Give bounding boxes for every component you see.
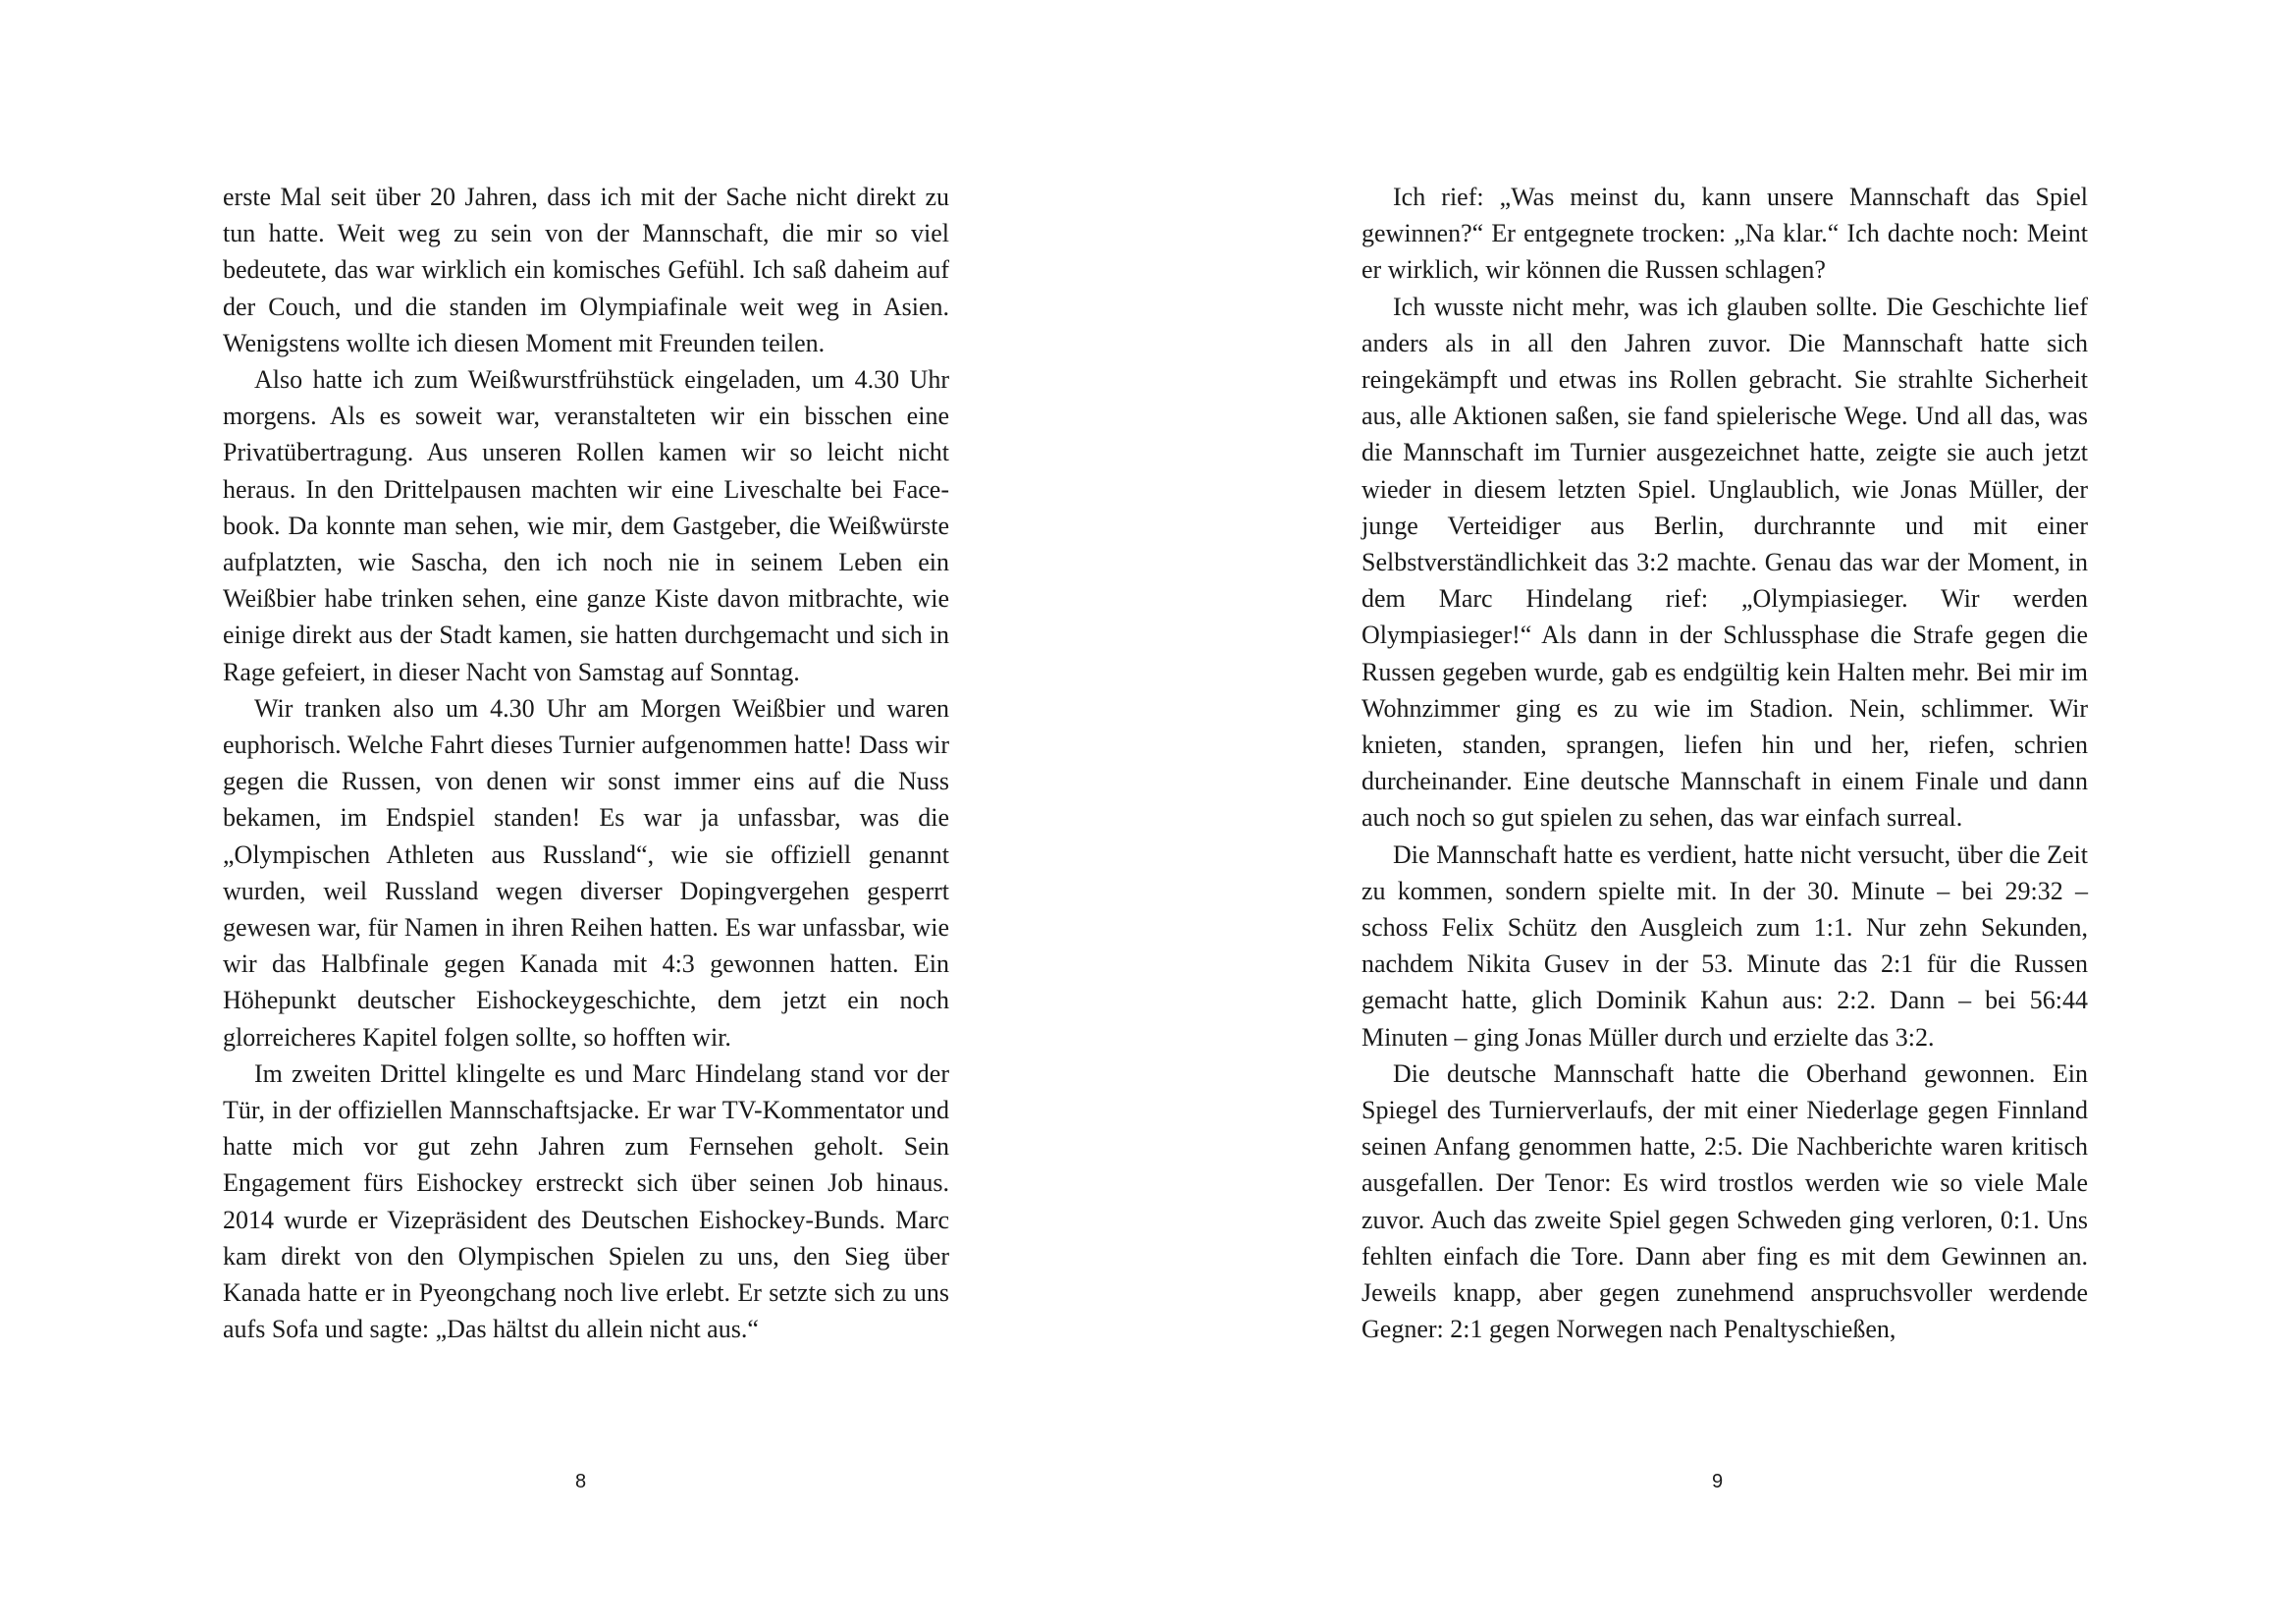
page-number: 8 [575,1471,587,1492]
paragraph: Die deutsche Mannschaft hatte die Oberhand gewonnen. Ein Spiegel des Turnierverlaufs, der mit einer Niederlage gegen Finnland seinen Anfang genommen hatte, 2:5. Die Nachberichte waren kritisch ausgefallen. Der Tenor: Es wird trostlos werden wie so viele Male zuvor. Auch das zweite Spiel gegen Schweden ging verloren, 0:1. Uns fehlten einfach die Tore. Dann aber fing es mit dem Gewinnen an. Jeweils knapp, aber gegen zunehmend anspruchsvoller werdende Gegner: 2:1 gegen Norwegen nach Penaltyschießen, [1362,1058,2088,1344]
paragraph: Ich rief: „Was meinst du, kann unsere Mannschaft das Spiel gewinnen?“ Er entgegnete trocken: „Na klar.“ Ich dachte noch: Meint er wirklich, wir können die Russen schlagen? [1362,183,2088,285]
left-page-text [223,179,949,1348]
right-page-text [1362,179,2088,1348]
paragraph: Die Mannschaft hatte es verdient, hatte nicht versucht, über die Zeit zu kommen, sondern spielte mit. In der 30. Minute – bei 29:32 – schoss Felix Schütz den Ausgleich zum 1:1. Nur zehn Sekunden, nachdem Nikita Gusev in der 53. Minute das 2:1 für die Russen gemacht hatte, glich Dominik Kahun aus: 2:2. Dann – bei 56:44 Minuten – ging Jonas Müller durch und erzielte das 3:2. [1362,839,2088,1052]
paragraph: Wir tranken also um 4.30 Uhr am Morgen Weißbier und waren euphorisch. Welche Fahrt dieses Turnier aufgenommen hatte! Dass wir gegen die Russen, von denen wir sonst immer eins auf die Nuss bekamen, im Endspiel standen! Es war ja unfassbar, was die „Olympischen Athleten aus Russland“, wie sie offiziell genannt wurden, weil Russland wegen diverser Dopingvergehen gesperrt gewesen war, für Namen in ihren Reihen hatten. Es war unfassbar, wie wir das Halbfinale gegen Kanada mit 4:3 gewonnen hatten. Ein Höhepunkt deutscher Eishockeygeschichte, dem jetzt ein noch glorreicheres Kapitel folgen sollte, so hofften wir. [223,693,949,1052]
paragraph: Ich wusste nicht mehr, was ich glauben sollte. Die Geschichte lief anders als in all den Jahren zuvor. Die Mannschaft hatte sich reingekämpft und etwas ins Rollen gebracht. Sie strahlte Sicherheit aus, alle Aktionen saßen, sie fand spielerische Wege. Und all das, was die Mannschaft im Turnier ausgezeichnet hatte, zeigte sie auch jetzt wieder in diesem letzten Spiel. Unglaublich, wie Jonas Müller, der junge Verteidiger aus Berlin, durchrannte und mit einer Selbstverständlichkeit das 3:2 machte. Genau das war der Moment, in dem Marc Hindelang rief: „Olympiasieger. Wir werden Olympiasieger!“ Als dann in der Schlussphase die Strafe gegen die Russen gegeben wurde, gab es endgültig kein Halten mehr. Bei mir im Wohnzimmer ging es zu wie im Stadion. Nein, schlimmer. Wir knieten, standen, sprangen, liefen hin und her, riefen, schrien durcheinander. Eine deutsche Mannschaft in einem Finale und dann auch noch so gut spielen zu sehen, das war einfach surreal. [1362,292,2088,833]
paragraph: erste Mal seit über 20 Jahren, dass ich mit der Sache nicht direkt zu tun hatte. Weit weg zu sein von der Mannschaft, die mir so viel bedeutete, das war wirklich ein komisches Gefühl. Ich saß daheim auf der Couch, und die standen im Olympiafinale weit weg in Asien. Wenigstens wollte ich diesen Moment mit Freunden teilen. [223,183,949,357]
right-page [1148,0,2296,1624]
paragraph: Im zweiten Drittel klingelte es und Marc Hindelang stand vor der Tür, in der offiziellen Mannschaftsjacke. Er war TV-Kommentator und hatte mich vor gut zehn Jahren zum Fernsehen geholt. Sein Engagement fürs Eishockey erstreckt sich über seinen Job hinaus. 2014 wurde er Vizepräsident des Deutschen Eishockey-Bunds. Marc kam direkt von den Olympischen Spielen zu uns, den Sieg über Kanada hatte er in Pyeongchang noch live erlebt. Er setzte sich zu uns aufs Sofa und sagte: „Das hältst du allein nicht aus.“ [223,1058,949,1344]
page-number: 9 [1712,1471,1724,1492]
paragraph: Also hatte ich zum Weißwurstfrühstück eingeladen, um 4.30 Uhr morgens. Als es soweit war, veranstalteten wir ein bisschen eine Privatübertragung. Aus unseren Rollen kamen wir so leicht nicht heraus. In den Drittelpausen machten wir eine Liveschalte bei Facebook. Da konnte man sehen, wie mir, dem Gastgeber, die Weißwürste aufplatzten, wie Sascha, den ich noch nie in seinem Leben ein Weißbier habe trinken sehen, eine ganze Kiste davon mitbrachte, wie einige direkt aus der Stadt kamen, sie hatten durchgemacht und sich in Rage gefeiert, in dieser Nacht von Samstag auf Sonntag. [223,365,949,686]
